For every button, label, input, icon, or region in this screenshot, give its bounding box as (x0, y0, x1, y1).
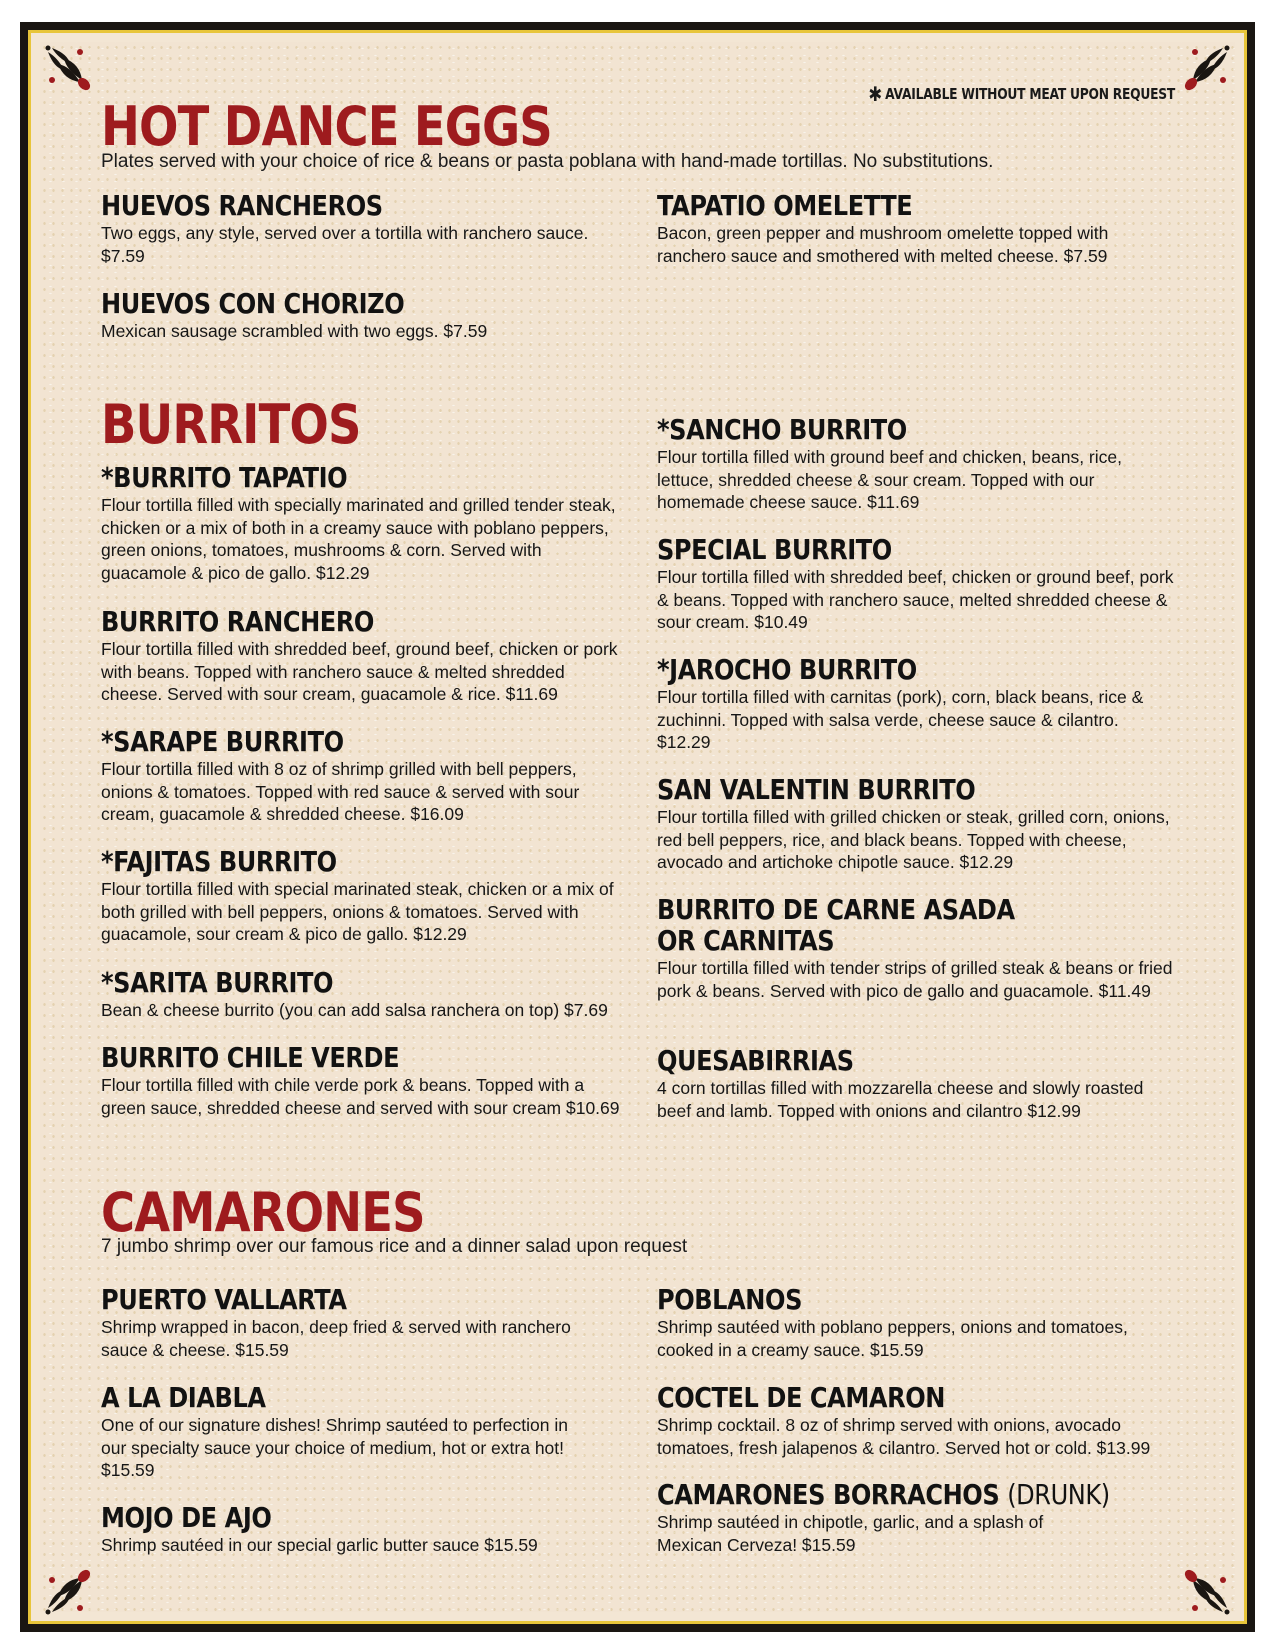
menu-item-description: Flour tortilla filled with tender strips of grilled steak & beans or fried pork & beans. Served with pico de gallo and guacamole. $11.49 (657, 958, 1173, 1001)
menu-item (101, 288, 621, 343)
menu-item-description: Two eggs, any style, served over a tortilla with ranchero sauce. $7.59 (101, 223, 589, 266)
menu-item (101, 1502, 621, 1557)
menu-item-name: HUEVOS RANCHEROS (101, 189, 383, 222)
menu-item-description: Shrimp sautéed in our special garlic butter sauce $15.59 (101, 1535, 538, 1555)
menu-item-description: Mexican sausage scrambled with two eggs. $7.59 (101, 321, 488, 341)
asterisk-icon: ✱ (868, 82, 882, 106)
menu-item-description: Flour tortilla filled with special marinated steak, chicken or a mix of both grilled with bell peppers, onions & tomatoes. Served with guacamole, sour cream & pico de gallo. $12.29 (101, 879, 614, 944)
corner-ornament-icon (44, 1566, 94, 1616)
menu-item (101, 726, 621, 826)
menu-item-name: A LA DIABLA (101, 1381, 266, 1414)
menu-item-description: Shrimp wrapped in bacon, deep fried & served with ranchero sauce & cheese. $15.59 (101, 1317, 571, 1360)
menu-item-name: *BURRITO TAPATIO (101, 461, 348, 494)
section-title-camarones: CAMARONES (101, 1181, 425, 1244)
menu-item-description: Bean & cheese burrito (you can add salsa ranchera on top) $7.69 (101, 1000, 608, 1020)
corner-ornament-icon (44, 44, 94, 94)
menu-item-description: 4 corn tortillas filled with mozzarella cheese and slowly roasted beef and lamb. Topped with onions and cilantro $12.99 (657, 1078, 1144, 1121)
menu-item (657, 1479, 1177, 1556)
menu-item-name-suffix: (DRUNK) (1007, 1478, 1110, 1511)
menu-item-name: SPECIAL BURRITO (657, 533, 892, 566)
menu-item-name: *FAJITAS BURRITO (101, 845, 337, 878)
menu-item-name: BURRITO CHILE VERDE (101, 1041, 400, 1074)
menu-item-name: HUEVOS CON CHORIZO (101, 287, 405, 320)
menu-item-description: Flour tortilla filled with 8 oz of shrimp grilled with bell peppers, onions & tomatoes. Topped with red sauce & served with sour cream, guacamole & shredded cheese. $16.09 (101, 759, 580, 824)
no-meat-note (868, 82, 1175, 106)
menu-item-description: Flour tortilla filled with shredded beef, chicken or ground beef, pork & beans. Topped with ranchero sauce, melted shredded cheese & sour cream. $10.49 (657, 567, 1174, 632)
menu-item (101, 967, 621, 1022)
menu-item-name: SAN VALENTIN BURRITO (657, 773, 976, 806)
menu-item-description: Shrimp cocktail. 8 oz of shrimp served with onions, avocado tomatoes, fresh jalapenos & cilantro. Served hot or cold. $13.99 (657, 1415, 1151, 1458)
menu-item (101, 1042, 621, 1119)
menu-item-name-text: CAMARONES BORRACHOS (657, 1478, 1000, 1511)
menu-item-description: Flour tortilla filled with shredded beef, ground beef, chicken or pork with beans. Topped with ranchero sauce & melted shredded cheese. Served with sour cream, guacamole & rice. $11.69 (101, 639, 618, 704)
menu-item-description: Flour tortilla filled with specially marinated and grilled tender steak, chicken or a mix of both in a creamy sauce with poblano peppers, green onions, tomatoes, mushrooms & corn. Served with guacamole & pico de gallo. $12.29 (101, 495, 616, 583)
menu-item-name: TAPATIO OMELETTE (657, 189, 913, 222)
menu-item (657, 654, 1177, 754)
menu-item-name-line-2: OR CARNITAS (657, 924, 835, 957)
menu-item (657, 774, 1177, 874)
menu-item-name: BURRITO RANCHERO (101, 605, 374, 638)
menu-item-description: Flour tortilla filled with ground beef and chicken, beans, rice, lettuce, shredded cheese & sour cream. Topped with our homemade cheese sauce. $11.69 (657, 447, 1122, 512)
menu-item-name: MOJO DE AJO (101, 1501, 272, 1534)
menu-item (657, 1382, 1177, 1459)
menu-item-name: COCTEL DE CAMARON (657, 1381, 946, 1414)
menu-item (101, 462, 621, 584)
menu-item (101, 1382, 621, 1482)
menu-item (657, 414, 1177, 514)
menu-item-name: POBLANOS (657, 1283, 802, 1316)
section-title-eggs: HOT DANCE EGGS (101, 95, 552, 158)
menu-item-description: Flour tortilla filled with grilled chicken or steak, grilled corn, onions, red bell peppers, rice, and black beans. Topped with cheese, avocado and artichoke chipotle sauce. $12.29 (657, 807, 1170, 872)
menu-item (101, 846, 621, 946)
section-title-burritos: BURRITOS (101, 393, 361, 456)
menu-item (657, 534, 1177, 634)
menu-item (101, 606, 621, 706)
no-meat-note-text: AVAILABLE WITHOUT MEAT UPON REQUEST (885, 85, 1175, 103)
menu-item-description: One of our signature dishes! Shrimp sautéed to perfection in our specialty sauce your choice of medium, hot or extra hot! $15.59 (101, 1415, 568, 1480)
menu-item-description: Shrimp sautéed with poblano peppers, onions and tomatoes, cooked in a creamy sauce. $15.59 (657, 1317, 1128, 1360)
menu-item-name: BURRITO DE CARNE ASADA (657, 893, 1015, 926)
menu-item (657, 894, 1177, 1002)
menu-item (657, 1284, 1177, 1361)
menu-item (657, 1045, 1177, 1122)
menu-item-description: Shrimp sautéed in chipotle, garlic, and a splash of Mexican Cerveza! $15.59 (657, 1512, 1044, 1555)
menu-item-description: Flour tortilla filled with chile verde pork & beans. Topped with a green sauce, shredded cheese and served with sour cream $10.69 (101, 1075, 620, 1118)
menu-item (101, 190, 621, 267)
menu-item-description: Bacon, green pepper and mushroom omelette topped with ranchero sauce and smothered with melted cheese. $7.59 (657, 223, 1109, 266)
menu-item-name: *SANCHO BURRITO (657, 413, 907, 446)
menu-item-description: Flour tortilla filled with carnitas (pork), corn, black beans, rice & zuchinni. Topped with salsa verde, cheese sauce & cilantro. $12.29 (657, 687, 1144, 752)
menu-item-name: QUESABIRRIAS (657, 1044, 854, 1077)
menu-item-name: *SARITA BURRITO (101, 966, 334, 999)
menu-item-name: PUERTO VALLARTA (101, 1283, 347, 1316)
menu-item (101, 1284, 621, 1361)
menu-item-name (657, 1478, 1110, 1511)
menu-item-name: *SARAPE BURRITO (101, 725, 344, 758)
menu-item-name: *JAROCHO BURRITO (657, 653, 917, 686)
section-subtitle-eggs: Plates served with your choice of rice & beans or pasta poblana with hand-made tortillas. No substitutions. (101, 151, 994, 172)
corner-ornament-icon (1181, 1566, 1231, 1616)
corner-ornament-icon (1181, 44, 1231, 94)
menu-item (657, 190, 1177, 267)
section-subtitle-camarones: 7 jumbo shrimp over our famous rice and a dinner salad upon request (101, 1236, 688, 1257)
